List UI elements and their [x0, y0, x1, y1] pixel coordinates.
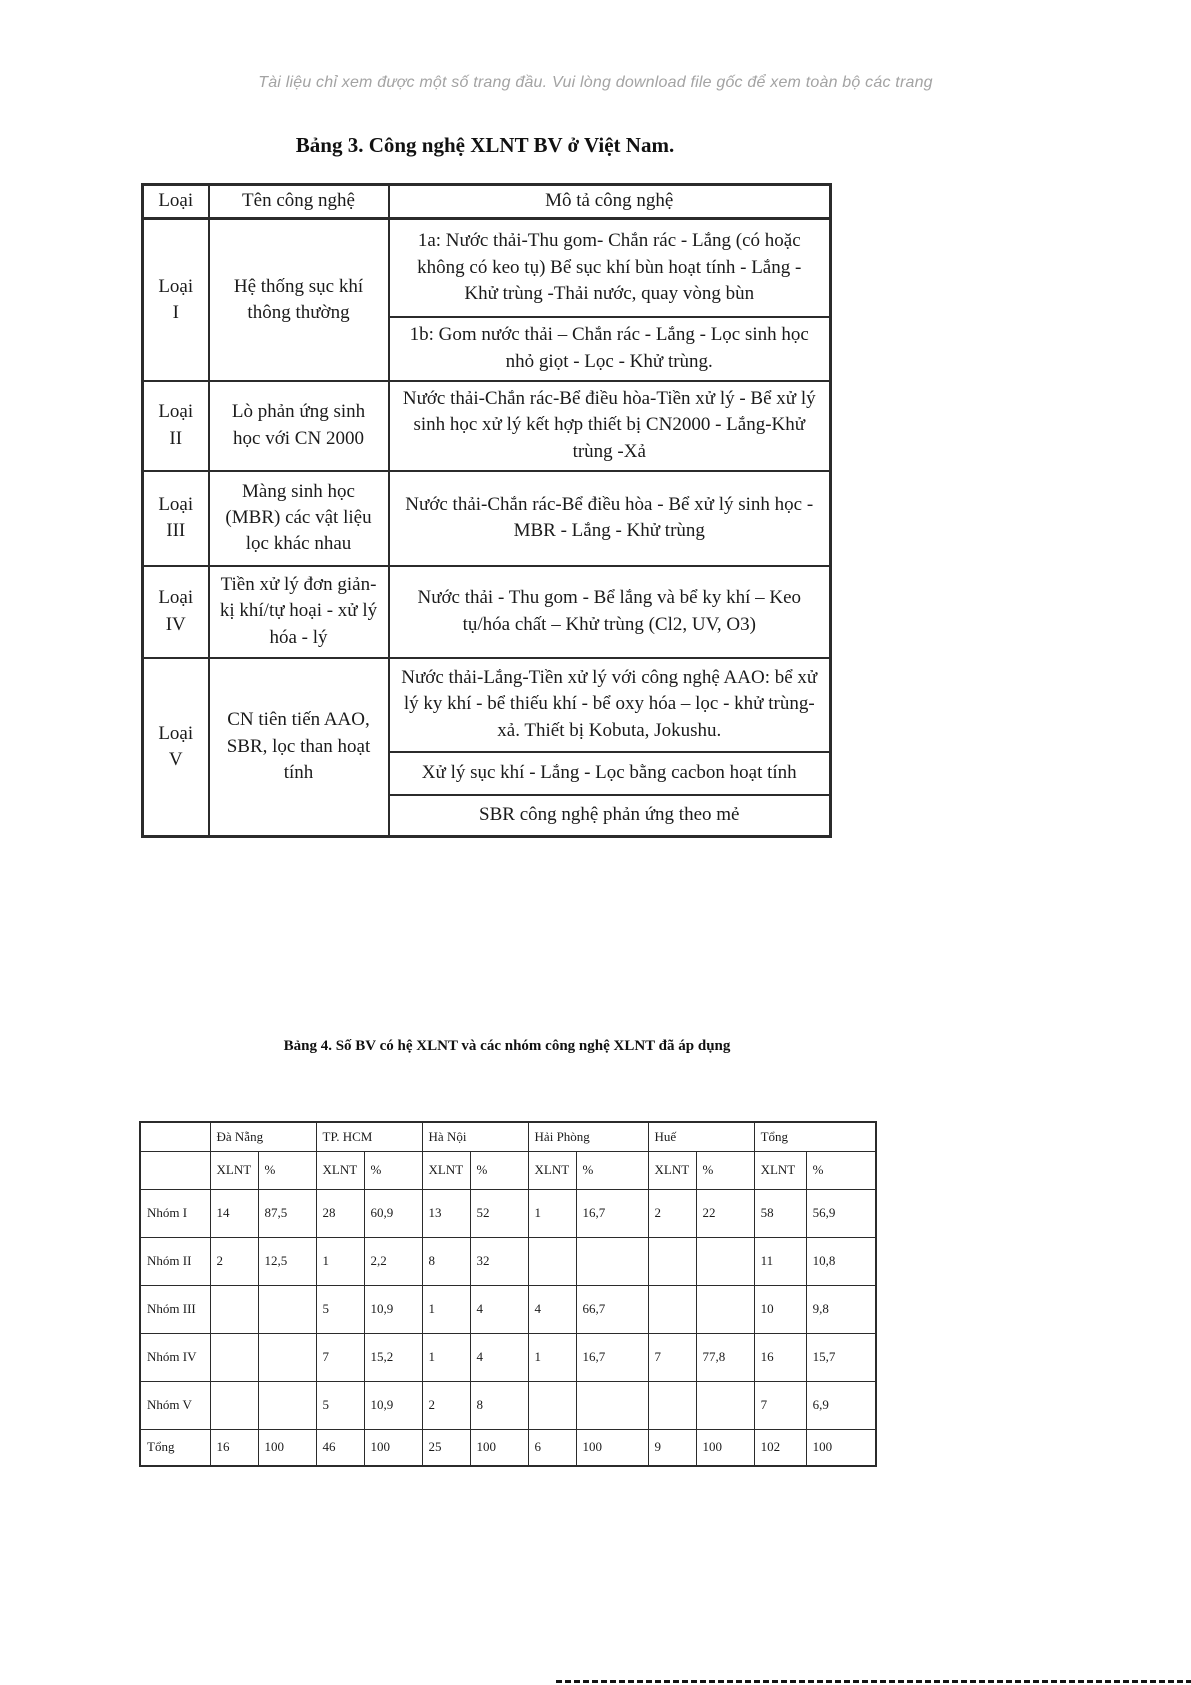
- value-cell: [648, 1285, 696, 1333]
- city-header-cell: Hà Nội: [422, 1122, 528, 1151]
- table-row: [140, 1381, 876, 1429]
- loai-cell: Loại II: [143, 381, 209, 471]
- city-header-cell: TP. HCM: [316, 1122, 422, 1151]
- corner-cell: [140, 1122, 210, 1151]
- value-cell: 7: [316, 1333, 364, 1381]
- value-cell: [210, 1285, 258, 1333]
- ten-cong-nghe-cell: Màng sinh học (MBR) các vật liệu lọc khác nhau: [209, 471, 389, 566]
- value-cell: [576, 1237, 648, 1285]
- value-cell: 77,8: [696, 1333, 754, 1381]
- mo-ta-cell: 1a: Nước thải-Thu gom- Chắn rác - Lắng (có hoặc không có keo tụ) Bể sục khí bùn hoạt tính - Lắng - Khử trùng -Thải nước, quay vòng bùn: [389, 219, 831, 317]
- value-cell: [696, 1237, 754, 1285]
- loai-cell: Loại I: [143, 219, 209, 381]
- col-header-loai: Loại: [143, 185, 209, 219]
- table-row: [143, 381, 831, 471]
- ten-cong-nghe-cell: Tiền xử lý đơn giản-kị khí/tự hoại - xử lý hóa - lý: [209, 566, 389, 658]
- subheader-xlnt-cell: XLNT: [316, 1151, 364, 1189]
- value-cell: 1: [316, 1237, 364, 1285]
- value-cell: 16: [754, 1333, 806, 1381]
- value-cell: [258, 1333, 316, 1381]
- subheader-percent-cell: %: [576, 1151, 648, 1189]
- value-cell: 1: [422, 1333, 470, 1381]
- value-cell: 6,9: [806, 1381, 876, 1429]
- mo-ta-cell: Nước thải - Thu gom - Bể lắng và bể ky khí – Keo tụ/hóa chất – Khử trùng (Cl2, UV, O3): [389, 566, 831, 658]
- value-cell: 28: [316, 1189, 364, 1237]
- row-label-cell: Nhóm IV: [140, 1333, 210, 1381]
- subheader-xlnt-cell: XLNT: [528, 1151, 576, 1189]
- city-header-row: [140, 1122, 876, 1151]
- value-cell: 2: [422, 1381, 470, 1429]
- value-cell: 10: [754, 1285, 806, 1333]
- value-cell: 4: [470, 1333, 528, 1381]
- table-row: [140, 1333, 876, 1381]
- table-header-row: [143, 185, 831, 219]
- value-cell: 15,2: [364, 1333, 422, 1381]
- mo-ta-cell: SBR công nghệ phản ứng theo mẻ: [389, 795, 831, 837]
- ten-cong-nghe-cell: CN tiên tiến AAO, SBR, lọc than hoạt tính: [209, 658, 389, 837]
- value-cell: 25: [422, 1429, 470, 1466]
- value-cell: 1: [528, 1189, 576, 1237]
- value-cell: 22: [696, 1189, 754, 1237]
- mo-ta-cell: Nước thải-Chắn rác-Bể điều hòa - Bể xử lý sinh học - MBR - Lắng - Khử trùng: [389, 471, 831, 566]
- subheader-xlnt-cell: XLNT: [422, 1151, 470, 1189]
- loai-cell: Loại III: [143, 471, 209, 566]
- city-header-cell: Đà Nẵng: [210, 1122, 316, 1151]
- value-cell: 10,9: [364, 1285, 422, 1333]
- value-cell: 9: [648, 1429, 696, 1466]
- row-label-cell: Nhóm I: [140, 1189, 210, 1237]
- city-header-cell: Tổng: [754, 1122, 876, 1151]
- city-header-cell: Huế: [648, 1122, 754, 1151]
- value-cell: 10,8: [806, 1237, 876, 1285]
- subheader-percent-cell: %: [806, 1151, 876, 1189]
- value-cell: [528, 1237, 576, 1285]
- subheader-row: [140, 1151, 876, 1189]
- loai-cell: Loại IV: [143, 566, 209, 658]
- loai-cell: Loại V: [143, 658, 209, 837]
- value-cell: 2: [210, 1237, 258, 1285]
- value-cell: 8: [470, 1381, 528, 1429]
- table3-caption: Bảng 3. Công nghệ XLNT BV ở Việt Nam.: [295, 133, 675, 157]
- subheader-xlnt-cell: XLNT: [648, 1151, 696, 1189]
- value-cell: 100: [696, 1429, 754, 1466]
- value-cell: 6: [528, 1429, 576, 1466]
- table-row: [143, 566, 831, 658]
- value-cell: 102: [754, 1429, 806, 1466]
- subheader-percent-cell: %: [470, 1151, 528, 1189]
- value-cell: 16: [210, 1429, 258, 1466]
- value-cell: 4: [470, 1285, 528, 1333]
- value-cell: 12,5: [258, 1237, 316, 1285]
- subheader-percent-cell: %: [258, 1151, 316, 1189]
- value-cell: 56,9: [806, 1189, 876, 1237]
- value-cell: 15,7: [806, 1333, 876, 1381]
- mo-ta-cell: Nước thải-Lắng-Tiền xử lý với công nghệ AAO: bể xử lý ky khí - bể thiếu khí - bể oxy hóa – lọc - khử trùng-xả. Thiết bị Kobuta, Jokushu.: [389, 658, 831, 752]
- value-cell: 7: [648, 1333, 696, 1381]
- value-cell: 66,7: [576, 1285, 648, 1333]
- table-total-row: [140, 1429, 876, 1466]
- row-label-cell: Nhóm II: [140, 1237, 210, 1285]
- value-cell: 4: [528, 1285, 576, 1333]
- value-cell: [210, 1381, 258, 1429]
- value-cell: [648, 1237, 696, 1285]
- table-row: [140, 1285, 876, 1333]
- value-cell: 100: [470, 1429, 528, 1466]
- table4-so-bv-xlnt: [139, 1121, 877, 1467]
- value-cell: 100: [806, 1429, 876, 1466]
- bottom-dashed-line: [556, 1680, 1191, 1683]
- value-cell: 16,7: [576, 1333, 648, 1381]
- mo-ta-cell: Xử lý sục khí - Lắng - Lọc bằng cacbon hoạt tính: [389, 752, 831, 795]
- table-row: [140, 1237, 876, 1285]
- value-cell: 52: [470, 1189, 528, 1237]
- ten-cong-nghe-cell: Lò phản ứng sinh học với CN 2000: [209, 381, 389, 471]
- value-cell: 5: [316, 1285, 364, 1333]
- col-header-mo-ta: Mô tả công nghệ: [389, 185, 831, 219]
- value-cell: 100: [258, 1429, 316, 1466]
- subheader-percent-cell: %: [364, 1151, 422, 1189]
- subheader-xlnt-cell: XLNT: [754, 1151, 806, 1189]
- value-cell: 14: [210, 1189, 258, 1237]
- table-row: [143, 219, 831, 317]
- value-cell: [576, 1381, 648, 1429]
- row-label-cell: Nhóm V: [140, 1381, 210, 1429]
- value-cell: [696, 1285, 754, 1333]
- value-cell: 16,7: [576, 1189, 648, 1237]
- table3-cong-nghe-xlnt: [141, 183, 832, 838]
- row-label-cell: Tổng: [140, 1429, 210, 1466]
- subheader-percent-cell: %: [696, 1151, 754, 1189]
- value-cell: [696, 1381, 754, 1429]
- mo-ta-cell: Nước thải-Chắn rác-Bể điều hòa-Tiền xử lý - Bể xử lý sinh học xử lý kết hợp thiết bị CN2000 - Lắng-Khử trùng -Xả: [389, 381, 831, 471]
- value-cell: 1: [528, 1333, 576, 1381]
- table4-caption: Bảng 4. Số BV có hệ XLNT và các nhóm công nghệ XLNT đã áp dụng: [283, 1038, 731, 1054]
- subheader-xlnt-cell: XLNT: [210, 1151, 258, 1189]
- value-cell: 100: [576, 1429, 648, 1466]
- col-header-ten-cong-nghe: Tên công nghệ: [209, 185, 389, 219]
- value-cell: 100: [364, 1429, 422, 1466]
- table-row: [143, 658, 831, 752]
- preview-watermark-notice: Tài liệu chỉ xem được một số trang đầu. Vui lòng download file gốc để xem toàn bộ các trang: [258, 74, 933, 91]
- value-cell: 13: [422, 1189, 470, 1237]
- value-cell: 1: [422, 1285, 470, 1333]
- ten-cong-nghe-cell: Hệ thống sục khí thông thường: [209, 219, 389, 381]
- value-cell: 32: [470, 1237, 528, 1285]
- value-cell: [258, 1381, 316, 1429]
- value-cell: 10,9: [364, 1381, 422, 1429]
- value-cell: [210, 1333, 258, 1381]
- mo-ta-cell: 1b: Gom nước thải – Chắn rác - Lắng - Lọc sinh học nhỏ giọt - Lọc - Khử trùng.: [389, 317, 831, 381]
- value-cell: 7: [754, 1381, 806, 1429]
- table-row: [143, 471, 831, 566]
- city-header-cell: Hải Phòng: [528, 1122, 648, 1151]
- value-cell: [648, 1381, 696, 1429]
- value-cell: 46: [316, 1429, 364, 1466]
- value-cell: 87,5: [258, 1189, 316, 1237]
- table-row: [140, 1189, 876, 1237]
- value-cell: 60,9: [364, 1189, 422, 1237]
- value-cell: 58: [754, 1189, 806, 1237]
- value-cell: 5: [316, 1381, 364, 1429]
- corner-cell: [140, 1151, 210, 1189]
- value-cell: [258, 1285, 316, 1333]
- value-cell: 2: [648, 1189, 696, 1237]
- value-cell: 11: [754, 1237, 806, 1285]
- value-cell: 9,8: [806, 1285, 876, 1333]
- value-cell: 8: [422, 1237, 470, 1285]
- row-label-cell: Nhóm III: [140, 1285, 210, 1333]
- value-cell: 2,2: [364, 1237, 422, 1285]
- value-cell: [528, 1381, 576, 1429]
